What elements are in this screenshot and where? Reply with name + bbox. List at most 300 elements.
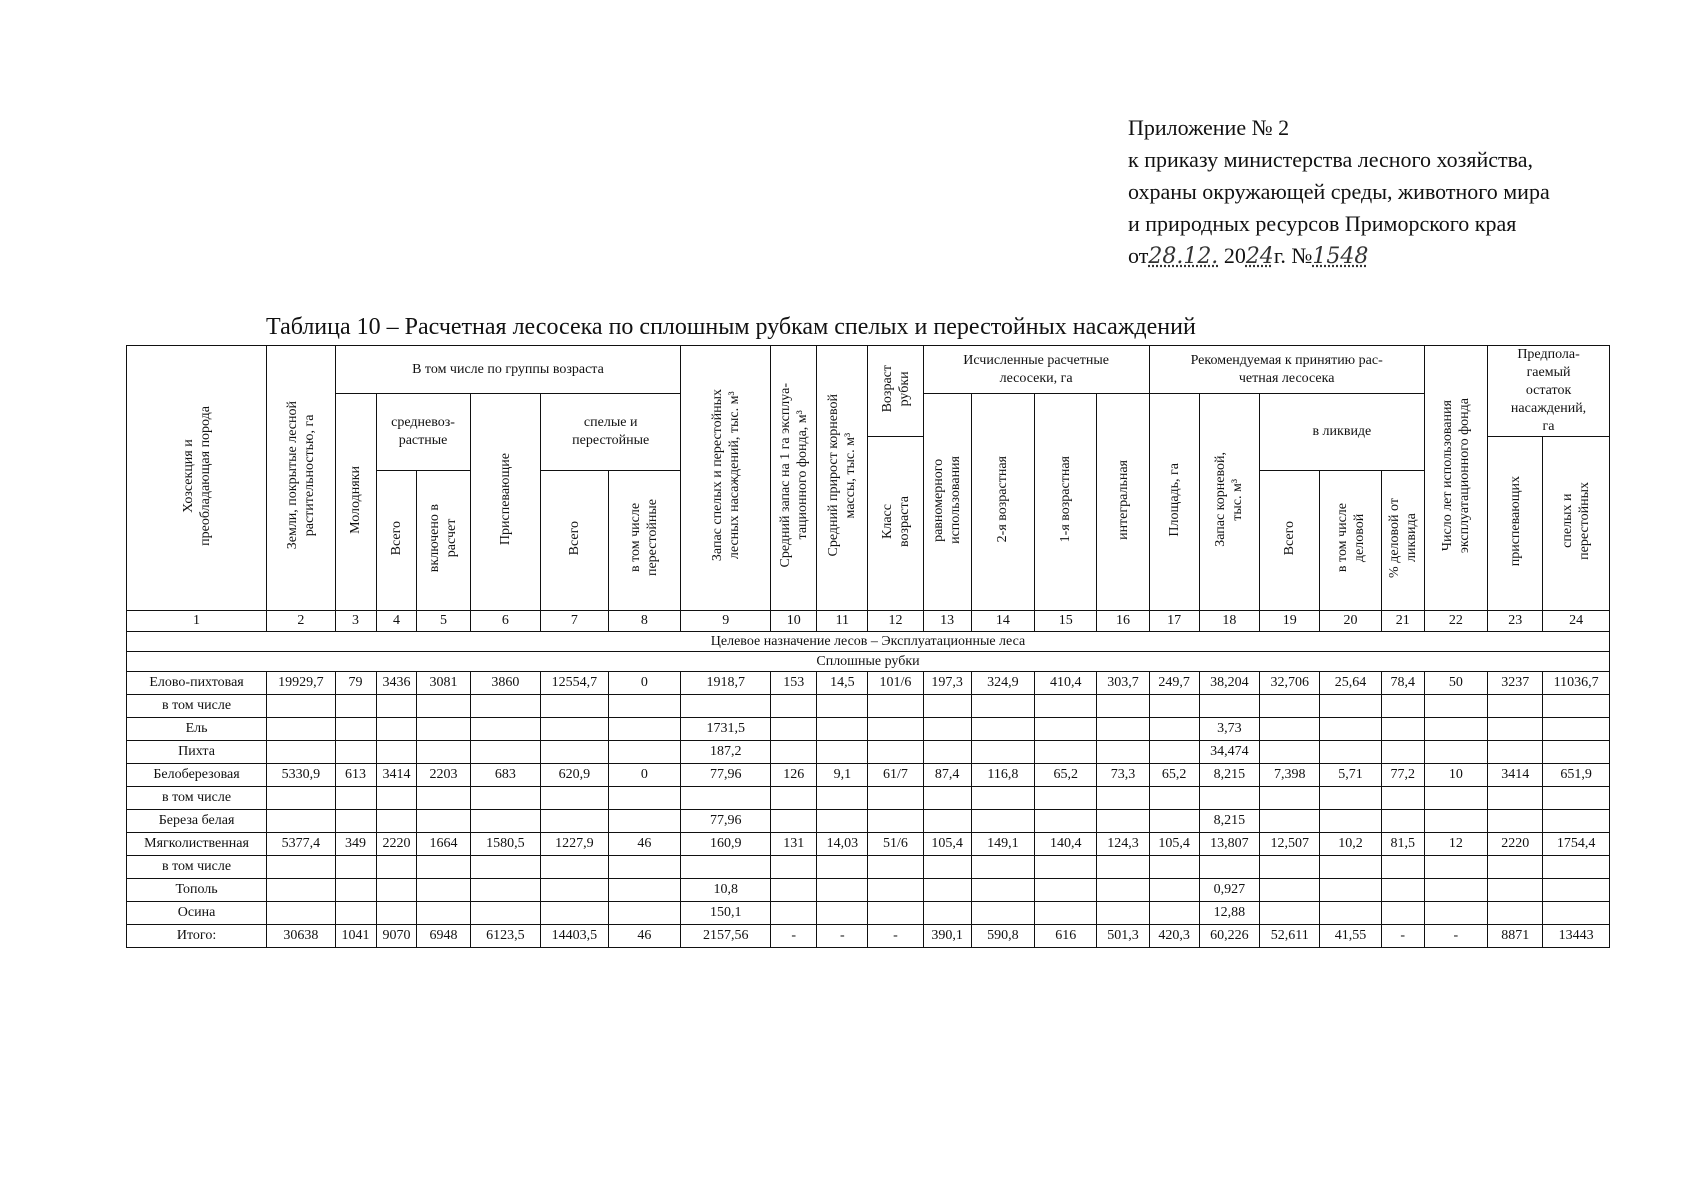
table-cell: 78,4 bbox=[1381, 672, 1424, 695]
table-cell: 10,8 bbox=[681, 879, 771, 902]
header-first-age: 1-я возрастная bbox=[1035, 394, 1097, 611]
appendix-line-2: к приказу министерства лесного хозяйства, bbox=[1128, 147, 1534, 172]
table-cell: 34,474 bbox=[1199, 741, 1259, 764]
table-cell: 77,2 bbox=[1381, 764, 1424, 787]
table-cell: 6123,5 bbox=[470, 925, 541, 948]
table-cell: 9070 bbox=[376, 925, 417, 948]
table-cell bbox=[868, 902, 923, 925]
header-mature-total: Всего bbox=[541, 471, 608, 611]
column-number: 19 bbox=[1260, 611, 1320, 632]
table-cell bbox=[417, 741, 470, 764]
table-cell bbox=[470, 810, 541, 833]
table-cell: 8,215 bbox=[1199, 810, 1259, 833]
table-cell: 87,4 bbox=[923, 764, 971, 787]
table-cell bbox=[1097, 718, 1149, 741]
column-number: 22 bbox=[1424, 611, 1487, 632]
table-cell: 410,4 bbox=[1035, 672, 1097, 695]
table-cell bbox=[771, 902, 817, 925]
table-cell: 5,71 bbox=[1320, 764, 1381, 787]
table-cell: 105,4 bbox=[923, 833, 971, 856]
table-cell: 6948 bbox=[417, 925, 470, 948]
forest-cut-table bbox=[126, 345, 1610, 948]
table-cell: 12,507 bbox=[1260, 833, 1320, 856]
header-young: Молодняки bbox=[335, 394, 376, 611]
header-mature-overmature: в том числе перестойные bbox=[608, 471, 681, 611]
table-cell bbox=[470, 695, 541, 718]
table-cell bbox=[1149, 741, 1199, 764]
table-cell: 46 bbox=[608, 833, 681, 856]
table-cell bbox=[1381, 718, 1424, 741]
table-cell bbox=[971, 810, 1034, 833]
header-avg-stock: Средний запас на 1 га эксплуа- тационного фонда, м³ bbox=[771, 346, 817, 611]
table-cell: 613 bbox=[335, 764, 376, 787]
table-cell: 81,5 bbox=[1381, 833, 1424, 856]
table-cell bbox=[417, 787, 470, 810]
table-cell bbox=[541, 879, 608, 902]
handwritten-year: 24 bbox=[1245, 244, 1274, 269]
table-cell bbox=[335, 718, 376, 741]
table-cell bbox=[817, 718, 868, 741]
table-cell bbox=[1543, 718, 1610, 741]
table-cell: 12554,7 bbox=[541, 672, 608, 695]
header-cut-age: Возраст рубки bbox=[868, 346, 923, 437]
table-cell: 197,3 bbox=[923, 672, 971, 695]
handwritten-date: 28.12. bbox=[1148, 244, 1219, 269]
row-label: Пихта bbox=[127, 741, 267, 764]
table-cell bbox=[608, 902, 681, 925]
table-cell: 11036,7 bbox=[1543, 672, 1610, 695]
table-cell bbox=[1097, 741, 1149, 764]
table-cell: 7,398 bbox=[1260, 764, 1320, 787]
table-cell: 1041 bbox=[335, 925, 376, 948]
table-cell bbox=[971, 879, 1034, 902]
table-cell bbox=[541, 856, 608, 879]
table-cell: 3414 bbox=[376, 764, 417, 787]
table-cell: 116,8 bbox=[971, 764, 1034, 787]
table-cell bbox=[817, 902, 868, 925]
row-label: Итого: bbox=[127, 925, 267, 948]
row-label: Тополь bbox=[127, 879, 267, 902]
table-cell bbox=[1149, 810, 1199, 833]
table-cell bbox=[470, 856, 541, 879]
table-cell bbox=[1035, 718, 1097, 741]
table-cell bbox=[608, 856, 681, 879]
table-cell bbox=[470, 741, 541, 764]
table-cell bbox=[1035, 695, 1097, 718]
table-cell bbox=[681, 787, 771, 810]
table-cell bbox=[541, 902, 608, 925]
header-liquid: в ликвиде bbox=[1260, 394, 1425, 471]
column-number: 24 bbox=[1543, 611, 1610, 632]
table-cell bbox=[608, 787, 681, 810]
table-cell: 1754,4 bbox=[1543, 833, 1610, 856]
table-cell bbox=[1381, 856, 1424, 879]
table-cell bbox=[470, 787, 541, 810]
header-liquid-percent: % деловой от ликвида bbox=[1381, 471, 1424, 611]
table-cell bbox=[771, 695, 817, 718]
table-cell bbox=[267, 879, 336, 902]
table-cell bbox=[1199, 695, 1259, 718]
table-cell bbox=[1488, 695, 1543, 718]
table-cell: 3860 bbox=[470, 672, 541, 695]
table-cell bbox=[971, 741, 1034, 764]
table-cell bbox=[1097, 902, 1149, 925]
table-cell: 60,226 bbox=[1199, 925, 1259, 948]
table-cell bbox=[470, 718, 541, 741]
section-purpose: Целевое назначение лесов – Эксплуатационные леса bbox=[127, 632, 1610, 652]
table-cell: 32,706 bbox=[1260, 672, 1320, 695]
column-number: 6 bbox=[470, 611, 541, 632]
appendix-line-4: и природных ресурсов Приморского края bbox=[1128, 211, 1517, 236]
table-cell bbox=[681, 695, 771, 718]
header-liquid-total: Всего bbox=[1260, 471, 1320, 611]
table-cell bbox=[817, 741, 868, 764]
table-cell bbox=[971, 695, 1034, 718]
table-cell: 65,2 bbox=[1035, 764, 1097, 787]
total-row bbox=[127, 925, 1610, 948]
table-cell: 620,9 bbox=[541, 764, 608, 787]
table-cell bbox=[771, 718, 817, 741]
table-cell bbox=[335, 695, 376, 718]
column-number: 5 bbox=[417, 611, 470, 632]
table-cell bbox=[1149, 718, 1199, 741]
table-cell: 324,9 bbox=[971, 672, 1034, 695]
table-cell: 13443 bbox=[1543, 925, 1610, 948]
table-cell bbox=[376, 741, 417, 764]
header-middle-total: Всего bbox=[376, 471, 417, 611]
table-cell bbox=[868, 787, 923, 810]
column-number: 3 bbox=[335, 611, 376, 632]
table-cell bbox=[470, 902, 541, 925]
table-cell: 0 bbox=[608, 764, 681, 787]
table-cell bbox=[417, 902, 470, 925]
appendix-block bbox=[1128, 112, 1550, 273]
table-cell bbox=[1488, 810, 1543, 833]
table-cell: 2157,56 bbox=[681, 925, 771, 948]
table-cell bbox=[1488, 787, 1543, 810]
table-cell bbox=[868, 810, 923, 833]
appendix-line-3: охраны окружающей среды, животного мира bbox=[1128, 179, 1550, 204]
table-cell bbox=[868, 856, 923, 879]
table-row bbox=[127, 672, 1610, 695]
table-cell bbox=[541, 741, 608, 764]
table-cell bbox=[1424, 741, 1487, 764]
table-cell: - bbox=[1424, 925, 1487, 948]
table-cell: 41,55 bbox=[1320, 925, 1381, 948]
header-remaining: Предпола- гаемый остаток насаждений, га bbox=[1488, 346, 1610, 437]
table-cell bbox=[608, 879, 681, 902]
year-prefix: 20 bbox=[1223, 243, 1246, 268]
table-cell bbox=[1488, 879, 1543, 902]
table-cell: 153 bbox=[771, 672, 817, 695]
table-cell: 2220 bbox=[376, 833, 417, 856]
table-cell: 124,3 bbox=[1097, 833, 1149, 856]
table-cell bbox=[771, 810, 817, 833]
table-cell: 5330,9 bbox=[267, 764, 336, 787]
table-cell bbox=[1260, 902, 1320, 925]
table-row bbox=[127, 879, 1610, 902]
table-cell: 616 bbox=[1035, 925, 1097, 948]
table-cell bbox=[1149, 856, 1199, 879]
table-cell bbox=[541, 695, 608, 718]
table-row bbox=[127, 764, 1610, 787]
table-cell bbox=[376, 879, 417, 902]
table-row bbox=[127, 695, 1610, 718]
table-cell bbox=[267, 718, 336, 741]
table-cell bbox=[267, 856, 336, 879]
table-cell bbox=[1320, 695, 1381, 718]
header-calculated: Исчисленные расчетные лесосеки, га bbox=[923, 346, 1149, 394]
header-rem-maturing: приспевающих bbox=[1488, 437, 1543, 611]
table-cell bbox=[1035, 741, 1097, 764]
header-maturing: Приспевающие bbox=[470, 394, 541, 611]
column-number: 11 bbox=[817, 611, 868, 632]
table-row bbox=[127, 902, 1610, 925]
table-cell bbox=[608, 695, 681, 718]
table-cell: 303,7 bbox=[1097, 672, 1149, 695]
column-number: 12 bbox=[868, 611, 923, 632]
appendix-line-1: Приложение № 2 bbox=[1128, 115, 1290, 140]
column-number: 4 bbox=[376, 611, 417, 632]
table-cell: 0,927 bbox=[1199, 879, 1259, 902]
table-cell bbox=[541, 787, 608, 810]
table-cell bbox=[923, 787, 971, 810]
table-cell: 149,1 bbox=[971, 833, 1034, 856]
header-age-class: Класс возраста bbox=[868, 437, 923, 611]
table-cell: - bbox=[771, 925, 817, 948]
table-cell bbox=[1149, 879, 1199, 902]
column-number-row bbox=[127, 611, 1610, 632]
table-cell bbox=[1260, 856, 1320, 879]
table-cell bbox=[1260, 718, 1320, 741]
table-cell bbox=[771, 879, 817, 902]
table-cell bbox=[1488, 718, 1543, 741]
table-cell bbox=[1199, 856, 1259, 879]
table-cell bbox=[1260, 695, 1320, 718]
column-number: 10 bbox=[771, 611, 817, 632]
table-cell bbox=[1260, 810, 1320, 833]
table-cell bbox=[1488, 741, 1543, 764]
column-number: 18 bbox=[1199, 611, 1259, 632]
table-cell bbox=[376, 787, 417, 810]
table-cell bbox=[608, 741, 681, 764]
table-cell: 19929,7 bbox=[267, 672, 336, 695]
table-cell: 50 bbox=[1424, 672, 1487, 695]
table-cell bbox=[923, 856, 971, 879]
header-second-age: 2-я возрастная bbox=[971, 394, 1034, 611]
table-cell bbox=[1543, 879, 1610, 902]
table-cell: 65,2 bbox=[1149, 764, 1199, 787]
table-cell: 38,204 bbox=[1199, 672, 1259, 695]
header-avg-growth: Средний прирост корневой массы, тыс. м³ bbox=[817, 346, 868, 611]
table-cell bbox=[971, 856, 1034, 879]
table-cell: 3436 bbox=[376, 672, 417, 695]
table-cell bbox=[1424, 695, 1487, 718]
table-cell: 12 bbox=[1424, 833, 1487, 856]
table-cell bbox=[1488, 902, 1543, 925]
table-row bbox=[127, 833, 1610, 856]
appendix-date-line bbox=[1128, 240, 1550, 273]
column-number: 1 bbox=[127, 611, 267, 632]
table-cell bbox=[1035, 787, 1097, 810]
header-uniform: равномерного использования bbox=[923, 394, 971, 611]
table-cell bbox=[267, 902, 336, 925]
table-cell bbox=[417, 718, 470, 741]
table-cell bbox=[1320, 902, 1381, 925]
table-cell: 61/7 bbox=[868, 764, 923, 787]
table-cell bbox=[470, 879, 541, 902]
table-cell: 1918,7 bbox=[681, 672, 771, 695]
row-label: Мягколиственная bbox=[127, 833, 267, 856]
row-label: в том числе bbox=[127, 856, 267, 879]
table-cell bbox=[1260, 787, 1320, 810]
table-cell bbox=[1035, 856, 1097, 879]
row-label: в том числе bbox=[127, 695, 267, 718]
table-cell bbox=[376, 902, 417, 925]
column-number: 9 bbox=[681, 611, 771, 632]
table-cell bbox=[1381, 741, 1424, 764]
table-cell bbox=[335, 810, 376, 833]
table-cell bbox=[267, 810, 336, 833]
table-cell: 25,64 bbox=[1320, 672, 1381, 695]
table-cell: 9,1 bbox=[817, 764, 868, 787]
table-cell bbox=[1320, 718, 1381, 741]
table-cell bbox=[1543, 810, 1610, 833]
table-cell bbox=[1381, 902, 1424, 925]
table-cell bbox=[1543, 787, 1610, 810]
table-cell: - bbox=[1381, 925, 1424, 948]
table-cell bbox=[1543, 856, 1610, 879]
header-years: Число лет использования эксплуатационного фонда bbox=[1424, 346, 1487, 611]
table-cell bbox=[1035, 810, 1097, 833]
table-cell bbox=[1543, 902, 1610, 925]
table-cell: 51/6 bbox=[868, 833, 923, 856]
column-number: 20 bbox=[1320, 611, 1381, 632]
table-cell bbox=[1488, 856, 1543, 879]
table-cell: 3081 bbox=[417, 672, 470, 695]
column-number: 17 bbox=[1149, 611, 1199, 632]
table-cell bbox=[417, 856, 470, 879]
table-cell bbox=[335, 856, 376, 879]
table-cell bbox=[376, 695, 417, 718]
table-cell bbox=[681, 856, 771, 879]
table-cell bbox=[868, 879, 923, 902]
table-cell: 150,1 bbox=[681, 902, 771, 925]
table-row bbox=[127, 810, 1610, 833]
table-cell bbox=[923, 902, 971, 925]
row-label: Осина bbox=[127, 902, 267, 925]
row-label: Ель bbox=[127, 718, 267, 741]
table-cell: 10,2 bbox=[1320, 833, 1381, 856]
column-number: 21 bbox=[1381, 611, 1424, 632]
table-cell: 101/6 bbox=[868, 672, 923, 695]
table-cell bbox=[1320, 787, 1381, 810]
table-cell: 77,96 bbox=[681, 810, 771, 833]
table-cell bbox=[541, 718, 608, 741]
table-cell bbox=[817, 856, 868, 879]
table-cell bbox=[1097, 695, 1149, 718]
table-cell bbox=[376, 718, 417, 741]
table-cell: 3237 bbox=[1488, 672, 1543, 695]
table-cell bbox=[1097, 856, 1149, 879]
table-cell: 249,7 bbox=[1149, 672, 1199, 695]
table-cell bbox=[817, 787, 868, 810]
table-cell: - bbox=[868, 925, 923, 948]
table-cell: 126 bbox=[771, 764, 817, 787]
table-cell: 46 bbox=[608, 925, 681, 948]
table-cell bbox=[923, 879, 971, 902]
table-cell bbox=[1035, 879, 1097, 902]
table-cell: 160,9 bbox=[681, 833, 771, 856]
column-number: 2 bbox=[267, 611, 336, 632]
table-cell: 1731,5 bbox=[681, 718, 771, 741]
table-cell: 140,4 bbox=[1035, 833, 1097, 856]
table-cell bbox=[1035, 902, 1097, 925]
table-cell: 5377,4 bbox=[267, 833, 336, 856]
table-row bbox=[127, 856, 1610, 879]
table-cell: 73,3 bbox=[1097, 764, 1149, 787]
row-label: Елово-пихтовая bbox=[127, 672, 267, 695]
table-row bbox=[127, 741, 1610, 764]
table-cell: 8,215 bbox=[1199, 764, 1259, 787]
column-number: 14 bbox=[971, 611, 1034, 632]
table-cell: 187,2 bbox=[681, 741, 771, 764]
table-cell: 0 bbox=[608, 672, 681, 695]
table-cell bbox=[1543, 695, 1610, 718]
header-liquid-business: в том числе деловой bbox=[1320, 471, 1381, 611]
row-label: в том числе bbox=[127, 787, 267, 810]
table-cell bbox=[417, 695, 470, 718]
table-cell: 79 bbox=[335, 672, 376, 695]
table-cell bbox=[1543, 741, 1610, 764]
table-cell bbox=[267, 787, 336, 810]
table-cell: 420,3 bbox=[1149, 925, 1199, 948]
table-cell: 13,807 bbox=[1199, 833, 1259, 856]
table-cell: 3,73 bbox=[1199, 718, 1259, 741]
header-rem-mature: спелых и перестойных bbox=[1543, 437, 1610, 611]
table-cell bbox=[335, 741, 376, 764]
table-cell bbox=[1260, 741, 1320, 764]
table-cell: - bbox=[817, 925, 868, 948]
table-cell bbox=[335, 879, 376, 902]
table-cell bbox=[417, 879, 470, 902]
table-cell bbox=[1149, 787, 1199, 810]
table-cell bbox=[1320, 879, 1381, 902]
table-cell: 683 bbox=[470, 764, 541, 787]
table-cell bbox=[267, 695, 336, 718]
table-cell bbox=[971, 718, 1034, 741]
table-cell: 14,03 bbox=[817, 833, 868, 856]
table-cell: 651,9 bbox=[1543, 764, 1610, 787]
table-cell bbox=[1097, 787, 1149, 810]
table-cell bbox=[1381, 810, 1424, 833]
table-cell bbox=[267, 741, 336, 764]
header-forest-land: Земли, покрытые лесной растительностью, га bbox=[267, 346, 336, 611]
table-cell bbox=[1424, 810, 1487, 833]
table-cell bbox=[1149, 695, 1199, 718]
table-cell bbox=[1320, 741, 1381, 764]
column-number: 8 bbox=[608, 611, 681, 632]
table-cell: 12,88 bbox=[1199, 902, 1259, 925]
table-cell bbox=[923, 718, 971, 741]
header-recommended: Рекомендуемая к принятию рас- четная лесосека bbox=[1149, 346, 1424, 394]
header-area: Площадь, га bbox=[1149, 394, 1199, 611]
table-cell bbox=[1424, 718, 1487, 741]
column-number: 16 bbox=[1097, 611, 1149, 632]
table-cell bbox=[335, 902, 376, 925]
table-cell bbox=[817, 695, 868, 718]
table-cell: 30638 bbox=[267, 925, 336, 948]
